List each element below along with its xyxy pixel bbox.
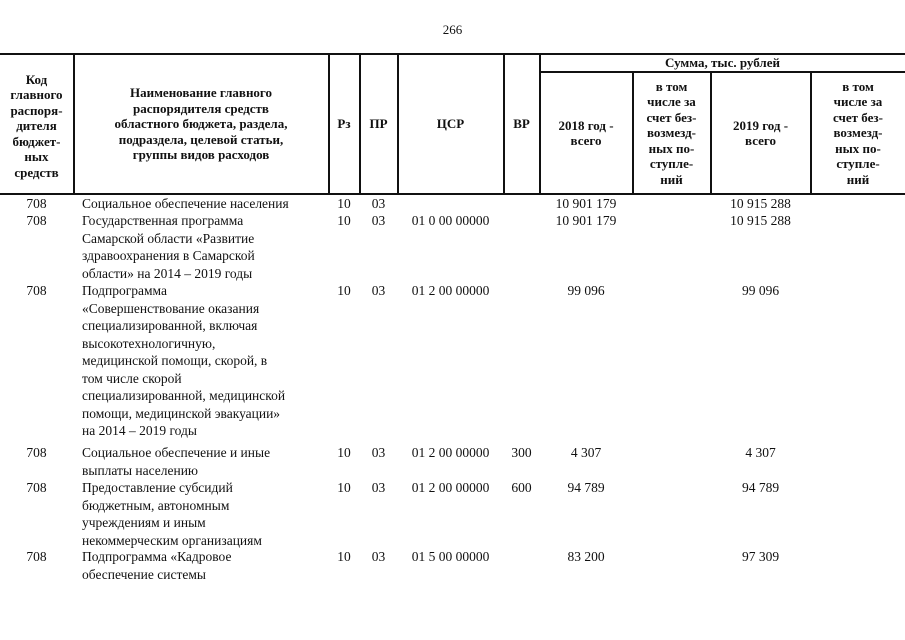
row-2019: 10 915 288 xyxy=(730,213,791,228)
row-pr: 03 xyxy=(371,480,386,495)
row-name: Подпрограмма «Совершенствование оказания специализированной, включая высокотехнологичную, медицинской помощи, скорой, в том числе скорой специализированной, медицинской помощи, медицинской эвакуации» на 2014 – 2019 годы xyxy=(82,283,286,438)
row-rz: 10 xyxy=(337,196,351,211)
header-sum: Сумма, тыс. рублей xyxy=(665,54,780,70)
row-code: 708 xyxy=(26,283,47,298)
row-pr: 03 xyxy=(371,445,386,460)
header-rz: Рз xyxy=(337,116,351,132)
header-code: Код главного распоря- дителя бюджет- ных средств xyxy=(10,71,63,180)
header-name: Наименование главного распорядителя средств областного бюджета, раздела, подраздела, целевой статьи, группы видов расходов xyxy=(114,85,288,163)
row-pr: 03 xyxy=(371,196,386,211)
header-csr: ЦСР xyxy=(436,116,465,132)
row-pr: 03 xyxy=(371,213,386,228)
row-csr: 01 2 00 00000 xyxy=(411,445,490,460)
row-vr: 600 xyxy=(511,480,532,495)
row-csr: 01 2 00 00000 xyxy=(411,480,490,495)
row-code: 708 xyxy=(26,213,47,228)
row-2018: 94 789 xyxy=(567,480,605,495)
header-2018-total: 2018 год - всего xyxy=(558,117,614,148)
row-2019: 99 096 xyxy=(741,283,780,298)
header-2019-total: 2019 год - всего xyxy=(732,117,789,148)
row-code: 708 xyxy=(26,480,47,495)
row-2018: 83 200 xyxy=(567,549,605,564)
row-code: 708 xyxy=(26,445,47,460)
row-2018: 10 901 179 xyxy=(555,196,617,211)
row-name: Социальное обеспечение населения xyxy=(82,196,289,211)
row-pr: 03 xyxy=(371,283,386,298)
header-pr: ПР xyxy=(369,116,388,132)
row-2019: 4 307 xyxy=(745,445,776,460)
row-csr: 01 0 00 00000 xyxy=(411,213,490,228)
row-name: Подпрограмма «Кадровое обеспечение системы xyxy=(82,549,232,582)
row-rz: 10 xyxy=(337,213,351,228)
row-2018: 4 307 xyxy=(570,445,602,460)
row-2019: 10 915 288 xyxy=(730,196,791,211)
row-csr: 01 5 00 00000 xyxy=(411,549,490,564)
row-name: Предоставление субсидий бюджетным, автономным учреждениям и иным некоммерческим организациям xyxy=(82,480,262,548)
row-vr: 300 xyxy=(511,445,532,460)
row-name: Государственная программа Самарской области «Развитие здравоохранения в Самарской области» на 2014 – 2019 годы xyxy=(82,213,255,281)
page-number: 266 xyxy=(442,22,463,37)
row-2018: 99 096 xyxy=(567,283,605,298)
row-2019: 97 309 xyxy=(741,549,780,564)
row-rz: 10 xyxy=(337,480,351,495)
row-name: Социальное обеспечение и иные выплаты населению xyxy=(82,445,271,478)
row-pr: 03 xyxy=(371,549,386,564)
header-2018-free: в том числе за счет без- возмезд- ных по- ступле- ний xyxy=(646,78,697,187)
row-rz: 10 xyxy=(337,283,351,298)
row-code: 708 xyxy=(26,196,47,211)
row-rz: 10 xyxy=(337,549,351,564)
row-code: 708 xyxy=(26,549,47,564)
row-2019: 94 789 xyxy=(741,480,780,495)
row-csr: 01 2 00 00000 xyxy=(411,283,490,298)
header-vr: ВР xyxy=(513,116,530,132)
header-2019-free: в том числе за счет без- возмезд- ных по- ступле- ний xyxy=(833,78,883,187)
row-2018: 10 901 179 xyxy=(555,213,617,228)
row-rz: 10 xyxy=(337,445,351,460)
